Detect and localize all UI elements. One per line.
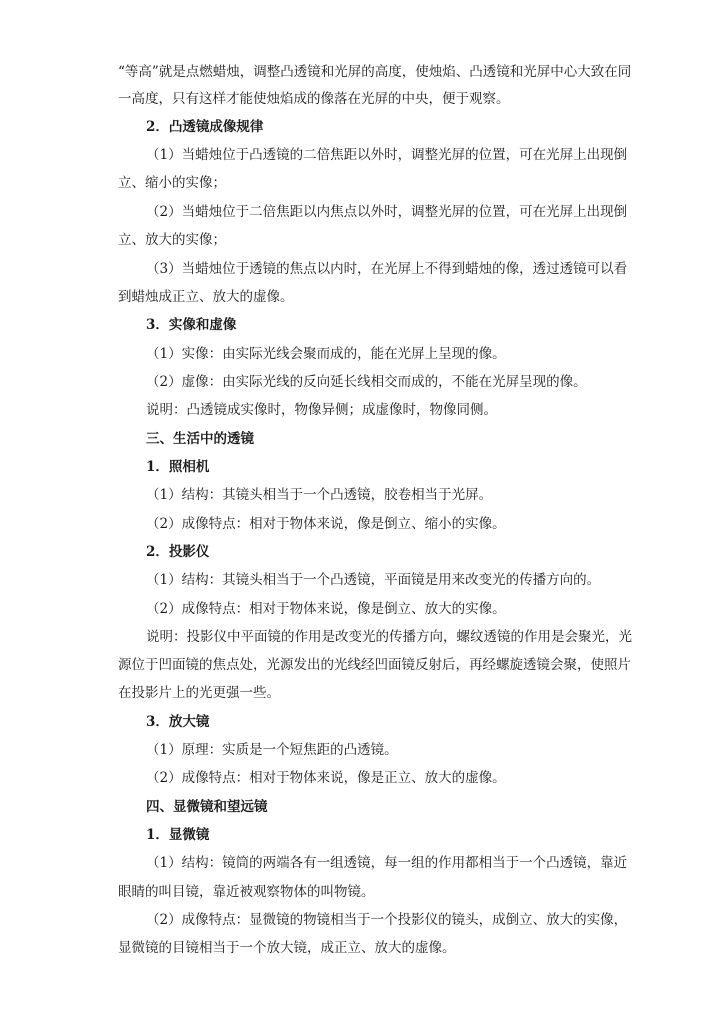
text-line: 说明：凸透镜成实像时，物像异侧；成虚像时，物像同侧。 <box>146 402 497 418</box>
text-line: （1）实像：由实际光线会聚而成的，能在光屏上呈现的像。 <box>146 346 506 362</box>
section-heading: 3．实像和虚像 <box>146 317 237 333</box>
section-heading: 2．凸透镜成像规律 <box>146 119 264 135</box>
text-line: 说明：投影仪中平面镜的作用是改变光的传播方向，螺纹透镜的作用是会聚光，光 <box>146 629 632 645</box>
text-line: （2）成像特点：相对于物体来说，像是倒立、缩小的实像。 <box>146 516 506 532</box>
section-heading: 3．放大镜 <box>146 714 210 730</box>
text-line: 立、放大的实像； <box>118 232 226 248</box>
text-line: 到蜡烛成正立、放大的虚像。 <box>118 289 294 305</box>
section-heading: 四、显微镜和望远镜 <box>146 799 268 815</box>
text-line: （2）虚像：由实际光线的反向延长线相交而成的，不能在光屏呈现的像。 <box>146 374 587 390</box>
text-line: （2）成像特点：显微镜的物镜相当于一个投影仪的镜头，成倒立、放大的实像， <box>146 912 628 928</box>
section-heading: 三、生活中的透镜 <box>146 431 254 447</box>
text-line: （1）结构：其镜头相当于一个凸透镜，平面镜是用来改变光的传播方向的。 <box>146 572 601 588</box>
text-line: 在投影片上的光更强一些。 <box>118 685 280 701</box>
text-line: （2）成像特点：相对于物体来说，像是倒立、放大的实像。 <box>146 601 506 617</box>
text-line: （1）结构：其镜头相当于一个凸透镜，胶卷相当于光屏。 <box>146 487 493 503</box>
text-line: （1）当蜡烛位于凸透镜的二倍焦距以外时，调整光屏的位置，可在光屏上出现倒 <box>146 147 628 163</box>
text-line: （1）原理：实质是一个短焦距的凸透镜。 <box>146 742 398 758</box>
text-line: “等高”就是点燃蜡烛，调整凸透镜和光屏的高度，使烛焰、凸透镜和光屏中心大致在同 <box>118 64 632 80</box>
text-line: （1）结构：镜筒的两端各有一组透镜，每一组的作用都相当于一个凸透镜，靠近 <box>146 855 628 871</box>
section-heading: 2．投影仪 <box>146 544 210 560</box>
text-line: （2）成像特点：相对于物体来说，像是正立、放大的虚像。 <box>146 770 506 786</box>
text-line: 眼睛的叫目镜，靠近被观察物体的叫物镜。 <box>118 884 375 900</box>
text-line: 源位于凹面镜的焦点处，光源发出的光线经凹面镜反射后，再经螺旋透镜会聚，使照片 <box>118 657 631 673</box>
text-line: 显微镜的目镜相当于一个放大镜，成正立、放大的虚像。 <box>118 940 456 956</box>
section-heading: 1．显微镜 <box>146 827 210 843</box>
text-line: （3）当蜡烛位于透镜的焦点以内时，在光屏上不得到蜡烛的像，透过透镜可以看 <box>146 261 628 277</box>
text-line: （2）当蜡烛位于二倍焦距以内焦点以外时，调整光屏的位置，可在光屏上出现倒 <box>146 204 628 220</box>
text-line: 立、缩小的实像； <box>118 175 226 191</box>
text-line: 一高度，只有这样才能使烛焰成的像落在光屏的中央，便于观察。 <box>118 91 510 107</box>
section-heading: 1．照相机 <box>146 459 210 475</box>
